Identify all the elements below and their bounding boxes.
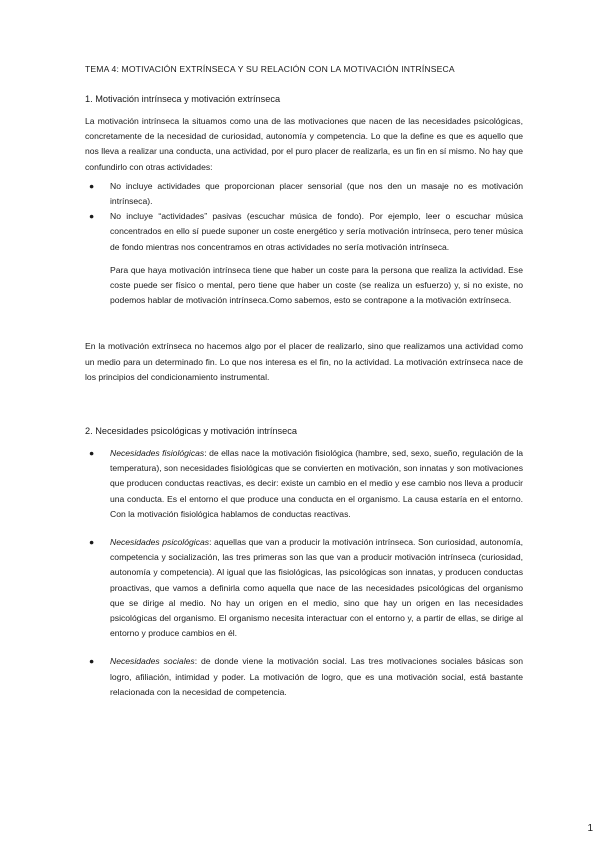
bullet-icon: ● [89, 211, 95, 222]
bullet-text [110, 535, 523, 641]
bullet-icon: ● [89, 448, 95, 459]
bullet-icon: ● [89, 180, 95, 191]
list-item [85, 654, 523, 700]
term-label: Necesidades sociales [110, 656, 195, 667]
section-1-intro: La motivación intrínseca la situamos como una de las motivaciones que nacen de las necesidades psicológicas, concretamente de la necesidad de curiosidad, autonomía y competencia. Lo que la define es que es aquello que nos lleva a realizar una conducta, una actividad, por el puro placer de realizarla, es un fin en sí mismo. No hay que confundirlo con otras actividades: [85, 116, 523, 172]
document-title: TEMA 4: MOTIVACIÓN EXTRÍNSECA Y SU RELACIÓN CON LA MOTIVACIÓN INTRÍNSECA [85, 64, 455, 74]
section-2-bullet-list [85, 446, 523, 700]
page-number: 1 [587, 823, 593, 834]
section-2-heading: 2. Necesidades psicológicas y motivación intrínseca [85, 426, 297, 437]
list-item [85, 446, 523, 522]
list-item [85, 535, 523, 641]
bullet-text: No incluye actividades que proporcionan placer sensorial (que nos den un masaje no es motivación intrínseca). [110, 180, 523, 207]
bullet-icon: ● [89, 537, 95, 548]
section-1-bullet-list [85, 179, 523, 255]
bullet-text [110, 446, 523, 522]
document-page [85, 64, 523, 700]
bullet-text [110, 654, 523, 700]
list-item [85, 209, 523, 255]
section-1-heading: 1. Motivación intrínseca y motivación extrínseca [85, 94, 281, 104]
term-description: : de ellas nace la motivación fisiológica (hambre, sed, sexo, sueño, regulación de la temperatura), son necesidades fisiológicas que se convierten en motivación, son innatas y son motivaciones que producen conductas reactivas, es decir: existe un cambio en el medio y ese cambio nos lleva a producir una conducta. Es el entorno el que produce una conducta en el organismo. La causa estaría en el entorno. Con la motivación fisiológica hablamos de conductas reactivas. [110, 448, 524, 519]
term-label: Necesidades fisiológicas [110, 448, 205, 459]
list-item [85, 179, 523, 209]
bullet-text: No incluye “actividades” pasivas (escuchar música de fondo). Por ejemplo, leer o escuchar música concentrados en ello sí puede suponer un coste energético y sería motivación intrínseca, pero tener música de fondo mientras nos concentramos en otras actividades no sería motivación intrínseca. [110, 211, 523, 252]
term-description: : aquellas que van a producir la motivación intrínseca. Son curiosidad, autonomía, competencia y socialización, las tres primeras son las que van a producir motivación intrínseca (curiosidad, autonomía y competencia). Al igual que las fisiológicas, las psicológicas son innatas, y producen conductas proactivas, que vamos a definirla como aquella que nace de las necesidades psicológicas del organismo que se dirige al medio. No hay un origen en el medio, sino que hay un origen en las necesidades psicológicas del organismo. El organismo necesita interactuar con el entorno y, a partir de ellas, se dirige al entorno y produce cambios en él. [110, 537, 523, 639]
term-description: : de donde viene la motivación social. Las tres motivaciones sociales básicas son logro, afiliación, intimidad y poder. La motivación de logro, que es una motivación social, está bastante relacionada con la necesidad de competencia. [110, 656, 523, 697]
term-label: Necesidades psicológicas [110, 537, 210, 548]
extrinsic-paragraph: En la motivación extrínseca no hacemos algo por el placer de realizarlo, sino que realizamos una actividad como un medio para un determinado fin. Lo que nos interesa es el fin, no la actividad. La motivación extrínseca nace de los principios del condicionamiento instrumental. [85, 341, 523, 382]
bullet-icon: ● [89, 656, 95, 667]
indented-paragraph: Para que haya motivación intrínseca tiene que haber un coste para la persona que realiza la actividad. Ese coste puede ser físico o mental, pero tiene que haber un coste (se realiza un esfuerzo) y, si no existe, no podemos hablar de motivación intrínseca.Como sabemos, esto se contrapone a la motivación extrínseca. [110, 264, 523, 306]
